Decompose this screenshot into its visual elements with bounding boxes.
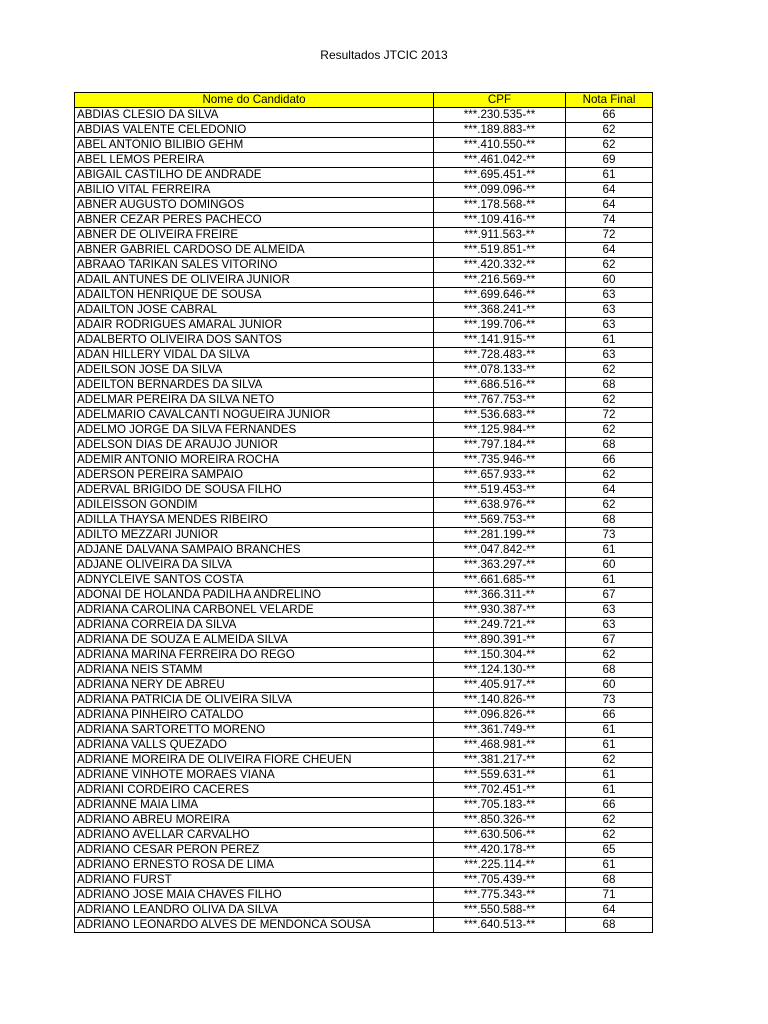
table-row <box>75 828 653 843</box>
table-row <box>75 168 653 183</box>
candidate-name-cell: ADELMO JORGE DA SILVA FERNANDES <box>75 423 434 438</box>
cpf-cell: ***.640.513-** <box>434 918 566 933</box>
candidate-name-cell: ABEL ANTONIO BILIBIO GEHM <box>75 138 434 153</box>
table-row <box>75 468 653 483</box>
nota-final-cell: 62 <box>566 498 653 513</box>
candidate-name-cell: ADRIANA MARINA FERREIRA DO REGO <box>75 648 434 663</box>
candidate-name-cell: ADILTO MEZZARI JUNIOR <box>75 528 434 543</box>
candidate-name-cell: ADRIANNE MAIA LIMA <box>75 798 434 813</box>
nota-final-cell: 62 <box>566 423 653 438</box>
nota-final-cell: 61 <box>566 858 653 873</box>
nota-final-cell: 63 <box>566 348 653 363</box>
nota-final-cell: 61 <box>566 573 653 588</box>
candidate-name-cell: ABEL LEMOS PEREIRA <box>75 153 434 168</box>
candidate-name-cell: ADRIANO LEANDRO OLIVA DA SILVA <box>75 903 434 918</box>
nota-final-cell: 69 <box>566 153 653 168</box>
table-row <box>75 888 653 903</box>
cpf-cell: ***.767.753-** <box>434 393 566 408</box>
cpf-cell: ***.109.416-** <box>434 213 566 228</box>
nota-final-cell: 66 <box>566 708 653 723</box>
cpf-cell: ***.125.984-** <box>434 423 566 438</box>
candidate-name-cell: ADJANE DALVANA SAMPAIO BRANCHES <box>75 543 434 558</box>
table-row <box>75 393 653 408</box>
table-row <box>75 198 653 213</box>
nota-final-cell: 62 <box>566 468 653 483</box>
cpf-cell: ***.699.646-** <box>434 288 566 303</box>
nota-final-cell: 62 <box>566 753 653 768</box>
nota-final-cell: 62 <box>566 393 653 408</box>
table-row <box>75 258 653 273</box>
nota-final-cell: 62 <box>566 828 653 843</box>
column-header-name: Nome do Candidato <box>75 93 434 108</box>
nota-final-cell: 68 <box>566 663 653 678</box>
table-row <box>75 843 653 858</box>
cpf-cell: ***.361.749-** <box>434 723 566 738</box>
results-table <box>74 92 653 933</box>
table-row <box>75 873 653 888</box>
table-row <box>75 573 653 588</box>
candidate-name-cell: ADERSON PEREIRA SAMPAIO <box>75 468 434 483</box>
candidate-name-cell: ADONAI DE HOLANDA PADILHA ANDRELINO <box>75 588 434 603</box>
cpf-cell: ***.657.933-** <box>434 468 566 483</box>
table-row <box>75 153 653 168</box>
cpf-cell: ***.705.183-** <box>434 798 566 813</box>
candidate-name-cell: ADILLA THAYSA MENDES RIBEIRO <box>75 513 434 528</box>
candidate-name-cell: ADAN HILLERY VIDAL DA SILVA <box>75 348 434 363</box>
nota-final-cell: 62 <box>566 138 653 153</box>
candidate-name-cell: ADRIANE MOREIRA DE OLIVEIRA FIORE CHEUEN <box>75 753 434 768</box>
candidate-name-cell: ADAILTON HENRIQUE DE SOUSA <box>75 288 434 303</box>
table-row <box>75 753 653 768</box>
nota-final-cell: 61 <box>566 168 653 183</box>
nota-final-cell: 68 <box>566 438 653 453</box>
nota-final-cell: 72 <box>566 228 653 243</box>
nota-final-cell: 61 <box>566 723 653 738</box>
nota-final-cell: 68 <box>566 918 653 933</box>
table-row <box>75 273 653 288</box>
nota-final-cell: 61 <box>566 768 653 783</box>
cpf-cell: ***.728.483-** <box>434 348 566 363</box>
nota-final-cell: 73 <box>566 693 653 708</box>
candidate-name-cell: ADAIL ANTUNES DE OLIVEIRA JUNIOR <box>75 273 434 288</box>
table-row <box>75 918 653 933</box>
nota-final-cell: 65 <box>566 843 653 858</box>
table-row <box>75 318 653 333</box>
cpf-cell: ***.216.569-** <box>434 273 566 288</box>
cpf-cell: ***.890.391-** <box>434 633 566 648</box>
table-row <box>75 123 653 138</box>
nota-final-cell: 64 <box>566 483 653 498</box>
cpf-cell: ***.078.133-** <box>434 363 566 378</box>
candidate-name-cell: ADRIANE VINHOTE MORAES VIANA <box>75 768 434 783</box>
cpf-cell: ***.559.631-** <box>434 768 566 783</box>
table-row <box>75 408 653 423</box>
candidate-name-cell: ADRIANA SARTORETTO MORENO <box>75 723 434 738</box>
nota-final-cell: 68 <box>566 513 653 528</box>
table-row <box>75 693 653 708</box>
candidate-name-cell: ADRIANA NERY DE ABREU <box>75 678 434 693</box>
nota-final-cell: 66 <box>566 453 653 468</box>
cpf-cell: ***.140.826-** <box>434 693 566 708</box>
candidate-name-cell: ADNYCLEIVE SANTOS COSTA <box>75 573 434 588</box>
candidate-name-cell: ABNER GABRIEL CARDOSO DE ALMEIDA <box>75 243 434 258</box>
cpf-cell: ***.661.685-** <box>434 573 566 588</box>
nota-final-cell: 63 <box>566 288 653 303</box>
cpf-cell: ***.141.915-** <box>434 333 566 348</box>
candidate-name-cell: ADALBERTO OLIVEIRA DOS SANTOS <box>75 333 434 348</box>
nota-final-cell: 61 <box>566 738 653 753</box>
table-row <box>75 138 653 153</box>
table-row <box>75 453 653 468</box>
nota-final-cell: 62 <box>566 258 653 273</box>
nota-final-cell: 71 <box>566 888 653 903</box>
cpf-cell: ***.630.506-** <box>434 828 566 843</box>
candidate-name-cell: ADRIANO JOSE MAIA CHAVES FILHO <box>75 888 434 903</box>
table-row <box>75 588 653 603</box>
table-body <box>75 108 653 933</box>
candidate-name-cell: ADRIANO CESAR PERON PEREZ <box>75 843 434 858</box>
candidate-name-cell: ADRIANA CAROLINA CARBONEL VELARDE <box>75 603 434 618</box>
cpf-cell: ***.368.241-** <box>434 303 566 318</box>
candidate-name-cell: ADRIANA NEIS STAMM <box>75 663 434 678</box>
cpf-cell: ***.519.453-** <box>434 483 566 498</box>
cpf-cell: ***.638.976-** <box>434 498 566 513</box>
table-row <box>75 213 653 228</box>
candidate-name-cell: ADAIR RODRIGUES AMARAL JUNIOR <box>75 318 434 333</box>
table-row <box>75 498 653 513</box>
nota-final-cell: 62 <box>566 648 653 663</box>
candidate-name-cell: ADRIANO ABREU MOREIRA <box>75 813 434 828</box>
cpf-cell: ***.420.178-** <box>434 843 566 858</box>
candidate-name-cell: ADJANE OLIVEIRA DA SILVA <box>75 558 434 573</box>
table-row <box>75 483 653 498</box>
table-row <box>75 423 653 438</box>
candidate-name-cell: ADAILTON JOSE CABRAL <box>75 303 434 318</box>
table-row <box>75 303 653 318</box>
candidate-name-cell: ADRIANO LEONARDO ALVES DE MENDONCA SOUSA <box>75 918 434 933</box>
nota-final-cell: 62 <box>566 123 653 138</box>
cpf-cell: ***.519.851-** <box>434 243 566 258</box>
cpf-cell: ***.420.332-** <box>434 258 566 273</box>
table-row <box>75 438 653 453</box>
cpf-cell: ***.468.981-** <box>434 738 566 753</box>
nota-final-cell: 60 <box>566 558 653 573</box>
nota-final-cell: 63 <box>566 603 653 618</box>
candidate-name-cell: ABDIAS CLESIO DA SILVA <box>75 108 434 123</box>
cpf-cell: ***.850.326-** <box>434 813 566 828</box>
candidate-name-cell: ABRAAO TARIKAN SALES VITORINO <box>75 258 434 273</box>
cpf-cell: ***.150.304-** <box>434 648 566 663</box>
candidate-name-cell: ADELSON DIAS DE ARAUJO JUNIOR <box>75 438 434 453</box>
column-header-nota-final: Nota Final <box>566 93 653 108</box>
cpf-cell: ***.775.343-** <box>434 888 566 903</box>
table-row <box>75 678 653 693</box>
candidate-name-cell: ADRIANA PATRICIA DE OLIVEIRA SILVA <box>75 693 434 708</box>
table-row <box>75 288 653 303</box>
cpf-cell: ***.363.297-** <box>434 558 566 573</box>
nota-final-cell: 67 <box>566 633 653 648</box>
candidate-name-cell: ABNER DE OLIVEIRA FREIRE <box>75 228 434 243</box>
table-header-row <box>75 93 653 108</box>
table-row <box>75 603 653 618</box>
table-row <box>75 768 653 783</box>
candidate-name-cell: ADRIANA PINHEIRO CATALDO <box>75 708 434 723</box>
table-row <box>75 738 653 753</box>
candidate-name-cell: ABNER AUGUSTO DOMINGOS <box>75 198 434 213</box>
nota-final-cell: 67 <box>566 588 653 603</box>
nota-final-cell: 63 <box>566 318 653 333</box>
cpf-cell: ***.686.516-** <box>434 378 566 393</box>
table-row <box>75 348 653 363</box>
table-row <box>75 648 653 663</box>
candidate-name-cell: ADRIANI CORDEIRO CACERES <box>75 783 434 798</box>
cpf-cell: ***.047.842-** <box>434 543 566 558</box>
candidate-name-cell: ADRIANO AVELLAR CARVALHO <box>75 828 434 843</box>
nota-final-cell: 63 <box>566 618 653 633</box>
nota-final-cell: 64 <box>566 198 653 213</box>
cpf-cell: ***.189.883-** <box>434 123 566 138</box>
nota-final-cell: 66 <box>566 798 653 813</box>
candidate-name-cell: ADEMIR ANTONIO MOREIRA ROCHA <box>75 453 434 468</box>
cpf-cell: ***.366.311-** <box>434 588 566 603</box>
candidate-name-cell: ADILEISSON GONDIM <box>75 498 434 513</box>
table-row <box>75 783 653 798</box>
nota-final-cell: 62 <box>566 363 653 378</box>
candidate-name-cell: ADELMAR PEREIRA DA SILVA NETO <box>75 393 434 408</box>
cpf-cell: ***.099.096-** <box>434 183 566 198</box>
table-row <box>75 663 653 678</box>
candidate-name-cell: ADRIANA CORREIA DA SILVA <box>75 618 434 633</box>
nota-final-cell: 64 <box>566 183 653 198</box>
table-row <box>75 528 653 543</box>
table-row <box>75 723 653 738</box>
cpf-cell: ***.124.130-** <box>434 663 566 678</box>
cpf-cell: ***.550.588-** <box>434 903 566 918</box>
cpf-cell: ***.178.568-** <box>434 198 566 213</box>
cpf-cell: ***.695.451-** <box>434 168 566 183</box>
cpf-cell: ***.536.683-** <box>434 408 566 423</box>
candidate-name-cell: ADEILSON JOSE DA SILVA <box>75 363 434 378</box>
table-row <box>75 798 653 813</box>
table-row <box>75 618 653 633</box>
nota-final-cell: 64 <box>566 903 653 918</box>
nota-final-cell: 63 <box>566 303 653 318</box>
cpf-cell: ***.249.721-** <box>434 618 566 633</box>
cpf-cell: ***.461.042-** <box>434 153 566 168</box>
table-row <box>75 333 653 348</box>
nota-final-cell: 60 <box>566 273 653 288</box>
cpf-cell: ***.735.946-** <box>434 453 566 468</box>
cpf-cell: ***.405.917-** <box>434 678 566 693</box>
table-row <box>75 108 653 123</box>
cpf-cell: ***.381.217-** <box>434 753 566 768</box>
nota-final-cell: 68 <box>566 378 653 393</box>
nota-final-cell: 61 <box>566 783 653 798</box>
candidate-name-cell: ADRIANO ERNESTO ROSA DE LIMA <box>75 858 434 873</box>
cpf-cell: ***.199.706-** <box>434 318 566 333</box>
nota-final-cell: 74 <box>566 213 653 228</box>
nota-final-cell: 73 <box>566 528 653 543</box>
candidate-name-cell: ADEILTON BERNARDES DA SILVA <box>75 378 434 393</box>
table-row <box>75 558 653 573</box>
candidate-name-cell: ADELMARIO CAVALCANTI NOGUEIRA JUNIOR <box>75 408 434 423</box>
cpf-cell: ***.410.550-** <box>434 138 566 153</box>
candidate-name-cell: ADERVAL BRIGIDO DE SOUSA FILHO <box>75 483 434 498</box>
nota-final-cell: 68 <box>566 873 653 888</box>
table-row <box>75 378 653 393</box>
table-row <box>75 858 653 873</box>
candidate-name-cell: ADRIANA DE SOUZA E ALMEIDA SILVA <box>75 633 434 648</box>
nota-final-cell: 64 <box>566 243 653 258</box>
nota-final-cell: 62 <box>566 813 653 828</box>
candidate-name-cell: ADRIANO FURST <box>75 873 434 888</box>
table-row <box>75 363 653 378</box>
nota-final-cell: 72 <box>566 408 653 423</box>
cpf-cell: ***.705.439-** <box>434 873 566 888</box>
cpf-cell: ***.930.387-** <box>434 603 566 618</box>
table-row <box>75 543 653 558</box>
nota-final-cell: 61 <box>566 543 653 558</box>
cpf-cell: ***.911.563-** <box>434 228 566 243</box>
cpf-cell: ***.096.826-** <box>434 708 566 723</box>
table-row <box>75 228 653 243</box>
cpf-cell: ***.230.535-** <box>434 108 566 123</box>
table-row <box>75 903 653 918</box>
cpf-cell: ***.797.184-** <box>434 438 566 453</box>
nota-final-cell: 61 <box>566 333 653 348</box>
candidate-name-cell: ADRIANA VALLS QUEZADO <box>75 738 434 753</box>
cpf-cell: ***.281.199-** <box>434 528 566 543</box>
candidate-name-cell: ABIGAIL CASTILHO DE ANDRADE <box>75 168 434 183</box>
page-title: Resultados JTCIC 2013 <box>320 48 448 62</box>
table-row <box>75 708 653 723</box>
cpf-cell: ***.569.753-** <box>434 513 566 528</box>
column-header-cpf: CPF <box>434 93 566 108</box>
candidate-name-cell: ABDIAS VALENTE CELEDONIO <box>75 123 434 138</box>
cpf-cell: ***.225.114-** <box>434 858 566 873</box>
candidate-name-cell: ABNER CEZAR PERES PACHECO <box>75 213 434 228</box>
table-row <box>75 633 653 648</box>
table-row <box>75 183 653 198</box>
cpf-cell: ***.702.451-** <box>434 783 566 798</box>
table-row <box>75 813 653 828</box>
candidate-name-cell: ABILIO VITAL FERREIRA <box>75 183 434 198</box>
table-row <box>75 243 653 258</box>
nota-final-cell: 60 <box>566 678 653 693</box>
table-row <box>75 513 653 528</box>
nota-final-cell: 66 <box>566 108 653 123</box>
